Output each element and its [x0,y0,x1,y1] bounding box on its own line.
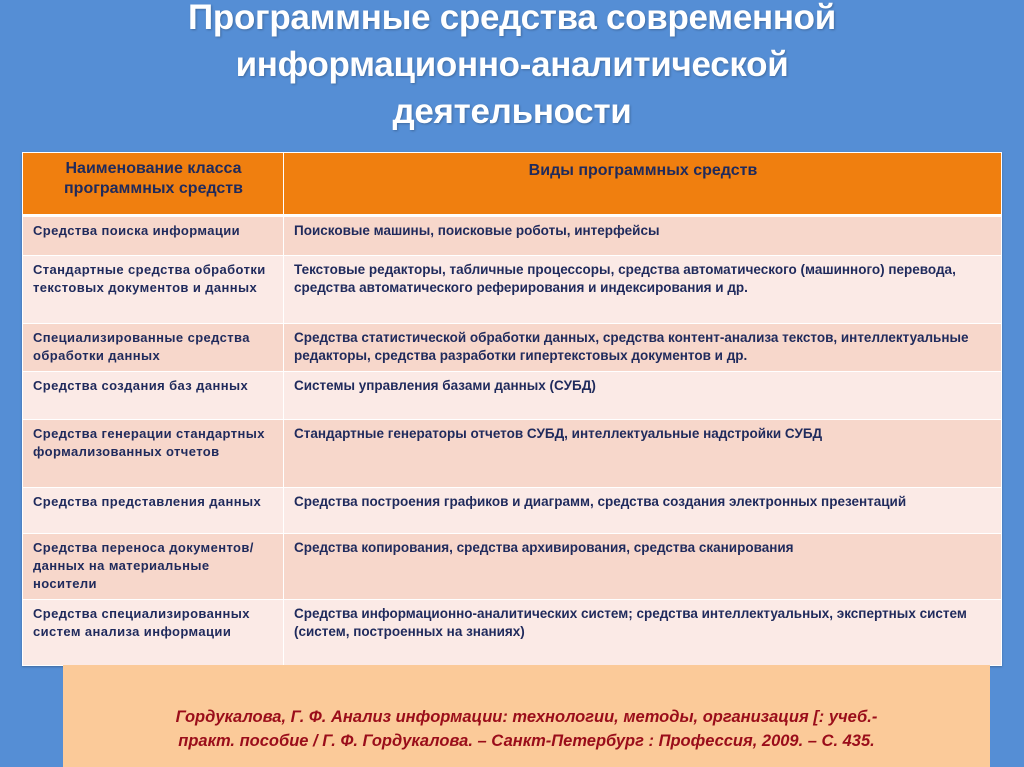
cell-types: Системы управления базами данных (СУБД) [284,372,1002,420]
table-row [23,372,1002,420]
cell-class: Средства переноса документов/данных на материальные носители [23,534,284,600]
slide-title-line-1: Программные средства современной [188,0,836,37]
citation-box [63,665,990,767]
table-row [23,600,1002,666]
cell-types: Средства информационно-аналитических систем; средства интеллектуальных, экспертных систем (систем, построенных на знаниях) [284,600,1002,666]
table-row [23,420,1002,488]
cell-class: Средства поиска информации [23,216,284,256]
citation-line-1: Гордукалова, Г. Ф. Анализ информации: технологии, методы, организация [: учеб.- [175,708,878,726]
slide-title-line-2: информационно-аналитической [235,45,789,84]
table-row [23,488,1002,534]
slide-title [0,0,1024,135]
cell-types: Средства статистической обработки данных, средства контент-анализа текстов, интеллектуальные редакторы, средства разработки гипертекстовых документов и др. [284,324,1002,372]
software-classes-table [22,152,1002,666]
cell-class: Стандартные средства обработки текстовых документов и данных [23,256,284,324]
cell-types: Стандартные генераторы отчетов СУБД, интеллектуальные надстройки СУБД [284,420,1002,488]
table-header-row [23,153,1002,216]
cell-class: Средства специализированных систем анализа информации [23,600,284,666]
table-row [23,534,1002,600]
cell-class: Средства представления данных [23,488,284,534]
table-row [23,216,1002,256]
table-row [23,324,1002,372]
header-class-name: Наименование класса программных средств [23,153,284,216]
cell-class: Специализированные средства обработки данных [23,324,284,372]
citation-line-2: практ. пособие / Г. Ф. Гордукалова. – Санкт-Петербург : Профессия, 2009. – С. 435. [178,732,875,750]
table-row [23,256,1002,324]
cell-class: Средства генерации стандартных формализованных отчетов [23,420,284,488]
citation-text [63,705,990,753]
cell-types: Поисковые машины, поисковые роботы, интерфейсы [284,216,1002,256]
header-software-types: Виды программных средств [284,153,1002,216]
slide-title-line-3: деятельности [392,92,632,131]
cell-types: Средства копирования, средства архивирования, средства сканирования [284,534,1002,600]
cell-types: Средства построения графиков и диаграмм, средства создания электронных презентаций [284,488,1002,534]
cell-types: Текстовые редакторы, табличные процессоры, средства автоматического (машинного) перевода, средства автоматического реферирования и индексирования и др. [284,256,1002,324]
cell-class: Средства создания баз данных [23,372,284,420]
